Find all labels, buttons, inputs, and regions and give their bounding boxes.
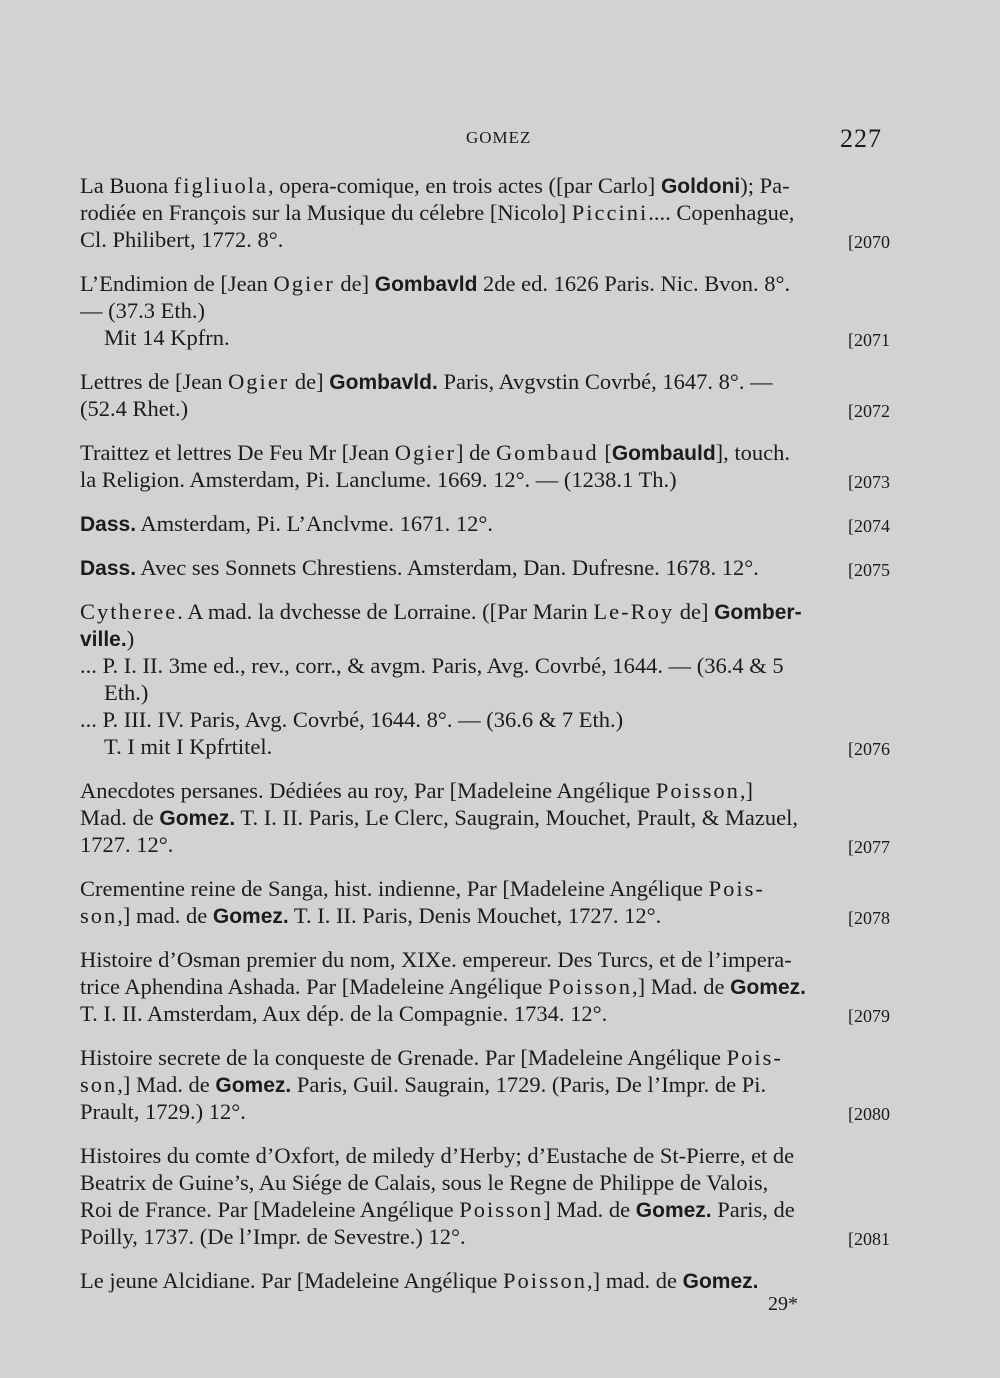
author-name: Gomez. [682, 1270, 759, 1293]
entry-line [80, 1142, 898, 1169]
entry-text: Piccini [571, 200, 649, 225]
entry-line [80, 324, 898, 351]
entry-text: T. I. II. Amsterdam, Aux dép. de la Compagnie. 1734. 12°. [80, 1001, 608, 1026]
entry-number: [2078 [848, 908, 890, 928]
entry-text: trice Aphendina Ashada. Par [Madeleine Angélique [80, 974, 548, 999]
bibliography-entry [80, 270, 898, 351]
entry-text: ); Pa- [740, 173, 790, 198]
entry-line [80, 1044, 898, 1071]
entry-number: [2077 [848, 837, 890, 857]
entry-line [80, 777, 898, 804]
bibliography-entry [80, 510, 898, 537]
entry-line [80, 625, 898, 652]
entry-text: ] Mad. de [543, 1197, 636, 1222]
entry-text: Eth.) [104, 680, 149, 705]
entry-text: Mit 14 Kpfrn. [104, 325, 230, 350]
entry-text: . A mad. la dvchesse de Lorraine. ([Par Marin [177, 599, 594, 624]
entry-text: T. I mit I Kpfrtitel. [104, 734, 273, 759]
author-name: Gomez. [212, 905, 289, 928]
entry-text: ,] Mad. de [117, 1072, 216, 1097]
entry-line [80, 368, 898, 395]
entry-text: La Buona [80, 173, 174, 198]
entry-text: [ [598, 440, 612, 465]
entry-text: Poisson [502, 1268, 588, 1293]
entry-text: Paris, de [711, 1197, 795, 1222]
entry-line [80, 706, 898, 733]
entry-number: [2076 [848, 739, 890, 759]
entry-text: (52.4 Rhet.) [80, 396, 189, 421]
bibliography-entry [80, 368, 898, 422]
entry-line [80, 270, 898, 297]
entry-text: ,] [739, 778, 753, 803]
entry-text: la Religion. Amsterdam, Pi. Lanclume. 1669. 12°. — (1238.1 Th.) [80, 467, 677, 492]
author-name: Gomez. [159, 807, 236, 830]
bibliography-entry [80, 875, 898, 929]
entry-text: Poisson [655, 778, 740, 803]
entry-line [80, 466, 898, 493]
entry-text: Histoires du comte d’Oxfort, de miledy d’Herby; d’Eustache de St-Pierre, et de [80, 1143, 795, 1168]
entry-text: Anecdotes persanes. Dédiées au roy, Par [Madeleine Angélique [80, 778, 656, 803]
entry-text: son [80, 1072, 118, 1097]
entry-text: Ogier [273, 271, 335, 296]
entry-text: Prault, 1729.) 12°. [80, 1099, 246, 1124]
entry-text: de] [674, 599, 715, 624]
entry-text: Histoire d’Osman premier du nom, XIXe. empereur. Des Turcs, et de l’impera- [80, 947, 792, 972]
entry-line [80, 1223, 898, 1250]
signature-mark: 29* [768, 1293, 798, 1315]
entry-line [80, 733, 898, 760]
entry-text: Le-Roy [593, 599, 675, 624]
entry-text: Paris, Avgvstin Covrbé, 1647. 8°. — [437, 369, 773, 394]
entry-text: Crementine reine de Sanga, hist. indienne, Par [Madeleine Angélique [80, 876, 709, 901]
entry-line [80, 226, 898, 253]
entry-text: T. I. II. Paris, Denis Mouchet, 1727. 12°. [288, 903, 662, 928]
entry-text: Beatrix de Guine’s, Au Siége de Calais, sous le Regne de Philippe de Valois, [80, 1170, 769, 1195]
entry-text: Ogier [228, 369, 290, 394]
entry-text: ,] mad. de [587, 1268, 683, 1293]
entry-line [80, 902, 898, 929]
entry-text: ... P. III. IV. Paris, Avg. Covrbé, 1644. 8°. — (36.6 & 7 Eth.) [80, 707, 624, 732]
author-name: Gombavld [374, 273, 478, 296]
entry-line [80, 652, 898, 679]
entry-number: [2070 [848, 232, 890, 252]
entry-text: Lettres de [Jean [80, 369, 229, 394]
entry-text: , opera-comique, en trois actes ([par Carlo] [267, 173, 661, 198]
page-title: GOMEZ [466, 128, 532, 147]
author-name: Gombavld. [329, 371, 438, 394]
entry-line [80, 297, 898, 324]
bibliography-entry [80, 598, 898, 760]
entry-text: ,] mad. de [117, 903, 213, 928]
author-name: Gombauld [611, 442, 716, 465]
entry-text: Roi de France. Par [Madeleine Angélique [80, 1197, 460, 1222]
entry-line [80, 946, 898, 973]
bibliography-entry [80, 1044, 898, 1125]
entry-text: Amsterdam, Pi. L’Anclvme. 1671. 12°. [136, 511, 493, 536]
entry-text: L’Endimion de [Jean [80, 271, 274, 296]
entry-text: Poilly, 1737. (De l’Impr. de Sevestre.) 12°. [80, 1224, 466, 1249]
author-name: Gomez. [635, 1199, 712, 1222]
entry-text: de] [334, 271, 375, 296]
entry-text: Traittez et lettres De Feu Mr [Jean [80, 440, 395, 465]
entry-text: 2de ed. 1626 Paris. Nic. Bvon. 8°. [477, 271, 791, 296]
entry-text: Le jeune Alcidiane. Par [Madeleine Angélique [80, 1268, 503, 1293]
entry-text: T. I. II. Paris, Le Clerc, Saugrain, Mouchet, Prault, & Mazuel, [235, 805, 798, 830]
bibliography-entry [80, 1267, 898, 1315]
entry-line [80, 1071, 898, 1098]
entry-line [80, 1000, 898, 1027]
entry-line [80, 439, 898, 466]
entry-line [80, 554, 898, 581]
entry-text: son [80, 903, 118, 928]
entry-text: Ogier [394, 440, 456, 465]
author-name: Gomez. [215, 1074, 292, 1097]
entry-text: ], touch. [715, 440, 791, 465]
entry-number: [2072 [848, 401, 890, 421]
entry-text: — (37.3 Eth.) [80, 298, 205, 323]
bibliography-entry [80, 554, 898, 581]
author-name: Dass. [80, 513, 137, 536]
entry-number: [2071 [848, 330, 890, 350]
entry-text: ) [126, 626, 135, 651]
entry-number: [2080 [848, 1104, 890, 1124]
entry-number: [2075 [848, 560, 890, 580]
entry-line [80, 804, 898, 831]
entry-text: Histoire secrete de la conqueste de Grenade. Par [Madeleine Angélique [80, 1045, 727, 1070]
entry-line [80, 510, 898, 537]
page-number: 227 [840, 124, 882, 153]
entry-line [80, 831, 898, 858]
entry-line [80, 395, 898, 422]
entry-text: Avec ses Sonnets Chrestiens. Amsterdam, Dan. Dufresne. 1678. 12°. [136, 555, 759, 580]
entry-text: 1727. 12°. [80, 832, 174, 857]
entry-text: ] de [455, 440, 496, 465]
bibliography-entry [80, 172, 898, 253]
entry-text: Pois- [726, 1045, 783, 1070]
entry-line [80, 973, 898, 1000]
bibliography-entry [80, 946, 898, 1027]
entry-text: ... P. I. II. 3me ed., rev., corr., & avgm. Paris, Avg. Covrbé, 1644. — (36.4 & 5 [80, 653, 784, 678]
bibliography-entries [80, 172, 898, 1315]
bibliography-entry [80, 1142, 898, 1250]
entry-line [80, 679, 898, 706]
author-name: Gomber- [714, 601, 802, 624]
entry-line [80, 875, 898, 902]
entry-text: Cytheree [80, 599, 178, 624]
entry-text: de] [289, 369, 330, 394]
entry-line [80, 1267, 898, 1294]
author-name: Goldoni [660, 175, 741, 198]
running-header [0, 124, 1000, 158]
entry-number: [2073 [848, 472, 890, 492]
entry-line [80, 1098, 898, 1125]
author-name: ville. [80, 628, 127, 651]
entry-text: Gombaud [495, 440, 599, 465]
author-name: Dass. [80, 557, 137, 580]
entry-text: Poisson [548, 974, 633, 999]
entry-text: Paris, Guil. Saugrain, 1729. (Paris, De l’Impr. de Pi. [291, 1072, 767, 1097]
entry-text: ,] Mad. de [632, 974, 731, 999]
entry-number: [2081 [848, 1229, 890, 1249]
entry-line [80, 1196, 898, 1223]
entry-text: .... Copenhague, [648, 200, 795, 225]
entry-text: Cl. Philibert, 1772. 8°. [80, 227, 284, 252]
entry-line [80, 1169, 898, 1196]
entry-text: Pois- [708, 876, 765, 901]
entry-line [80, 598, 898, 625]
entry-line [80, 199, 898, 226]
bibliography-entry [80, 439, 898, 493]
entry-number: [2074 [848, 516, 890, 536]
entry-number: [2079 [848, 1006, 890, 1026]
entry-text: Poisson [459, 1197, 544, 1222]
entry-text: rodiée en François sur la Musique du célebre [Nicolo] [80, 200, 572, 225]
bibliography-entry [80, 777, 898, 858]
entry-line [80, 172, 898, 199]
entry-text: figliuola [173, 173, 268, 198]
entry-text: Mad. de [80, 805, 160, 830]
author-name: Gomez. [730, 976, 806, 999]
